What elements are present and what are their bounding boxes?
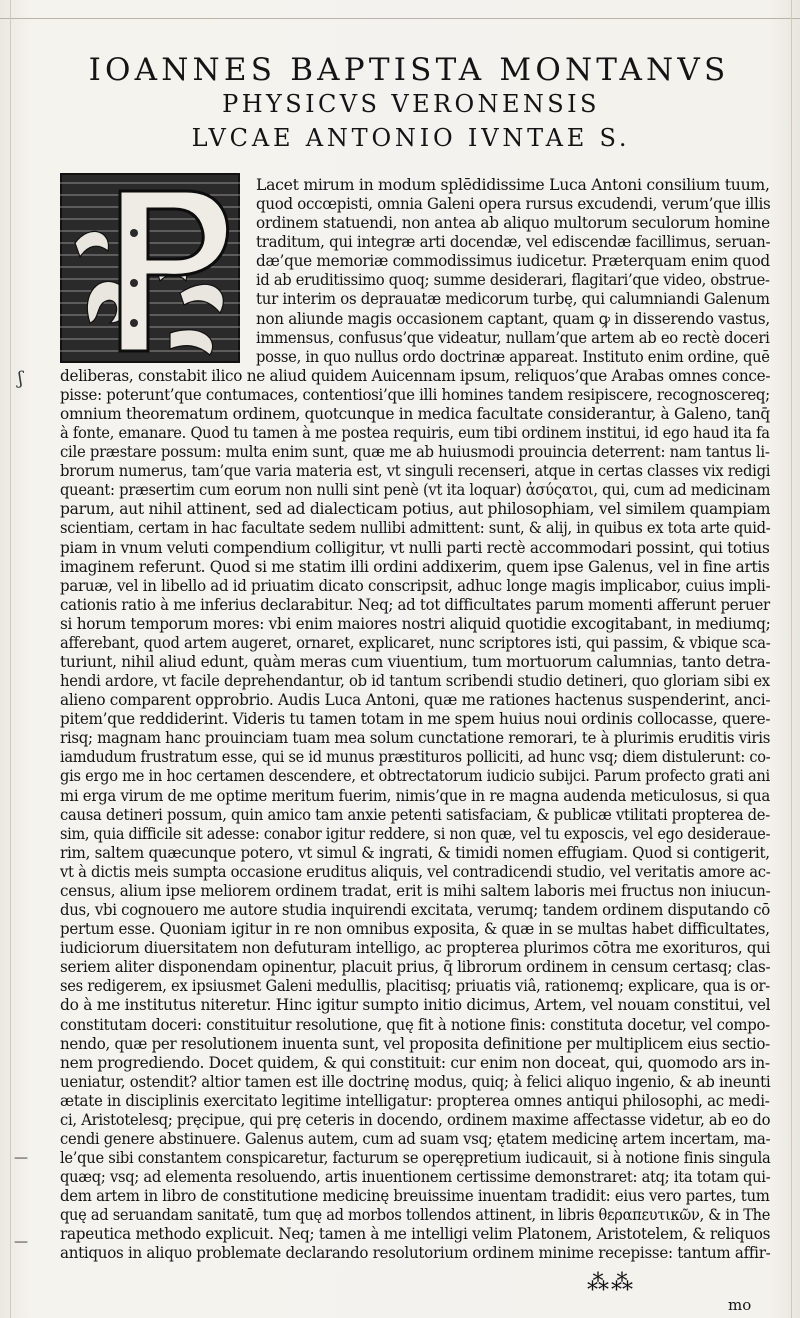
text-line: iamdudum frustratum esse, qui se id munus præstituros polliciti, ad hunc vsq; diem distulerunt: co- [60,748,771,767]
section-ornament: ⁂⁂ [587,1271,635,1296]
text-line: gis ergo me in hoc certamen descendere, et obtrectatorum iudicio subijci. Parum profecto grati ani [60,767,770,786]
text-line: quę ad seruandam sanitatē, tum quę ad morbos tollendos attinent, in libris θεραπευτικῶν, & in The [60,1206,771,1225]
text-line: brorum numerus, tam’que varia materia est, vt singuli recenseri, atque in certas classes vix redigi [60,462,771,481]
text-line: iudiciorum diuersitatem non defuturam intelligo, ac propterea plurimos cōtra me exorituros, qui [60,939,771,958]
text-line: risq; magnam hanc prouinciam tuam mea solum cunctatione remorari, te à plurimis eruditis viris [60,729,771,748]
text-line: parum, aut nihil attinent, sed ad dialecticam potius, aut philosophiam, vel similem quampiam [60,500,771,519]
text-line: paruæ, vel in libello ad id priuatim dicato conscripsit, adhuc longe magis implicabor, cuius impli- [60,576,771,595]
author-title: PHYSICVS VERONENSIS [222,90,600,118]
text-line: quæq; vsq; ad elementa resoluendo, artis inuentionem certissime demonstraret: atq; ita totam qui- [60,1168,771,1187]
author-heading: IOANNES BAPTISTA MONTANVS [88,52,730,88]
text-line: Lacet mirum in modum splēdidissime Luca Antoni consilium tuum, [256,176,770,194]
text-line: pisse: poterunt’que contumaces, contentiosi’que illi homines tandem resipiscere, recognoscereq; [60,385,770,404]
text-line: queant: præsertim cum eorum non nulli sint penè (vt ita loquar) ἀσύςατοι, qui, cum ad medicinam [60,481,771,500]
text-line: traditum, qui integræ arti docendæ, vel ediscendæ facillimus, seruan- [256,233,771,252]
text-line: scientiam, certam in hac facultate sedem nullibi admittent: sunt, & alij, in quibus ex tota arte quid- [60,519,771,538]
text-line: si horum temporum mores: vbi enim maiores nostri aliquid quotidie excogitabant, in mediumq; [60,614,771,633]
text-line: rim, saltem quæcunque potero, vt simul & ingrati, & timidi nomen effugiam. Quod si contigerit, [60,843,770,862]
text-line: antiquos in aliquo problemate declarando resolutorium ordinem minime recepisse: tantum affir- [60,1244,771,1263]
text-line: census, alium ipse meliorem ordinem tradat, erit is mihi saltem laboris mei fructus non iniucun- [60,881,771,900]
text-line: posse, in quo nullus ordo doctrinæ appareat. Instituto enim ordine, quē [256,347,770,366]
text-line: non aliunde magis occasionem captant, quam ꝙ in disserendo vastus, [256,309,770,328]
text-line: piam in vnum veluti compendium colligitur, vt nulli parti rectè accommodari possint, qui totius [60,538,770,557]
text-line: ordinem statuendi, non antea ab aliquo multorum seculorum homine [256,214,770,233]
text-line: dus, vbi cognouero me autore studia inquirendi excitata, verumq; tandem ordinem disputando cō [60,901,770,920]
text-line: dæ’que memoriæ commodissimus iudicetur. Præterquam enim quod [256,252,770,271]
text-line: immensus, confusus’que videatur, nullam’que artem ab eo rectè doceri [256,328,770,347]
decorated-initial-letter [60,173,240,363]
text-line: mi erga virum de me optime meritum fuerim, nimis’que in re magna audenda meticulosus, si qua [60,786,770,805]
text-line: nem progrediendo. Docet quidem, & qui constituit: cur enim non doceat, qui, quomodo ars in- [60,1053,770,1072]
text-line: afferebant, quod artem augeret, ornaret, explicaret, nunc scriptores isti, qui passim, & vbique sca- [60,633,771,652]
text-line: causa detineri possum, quin amico tam anxie petenti satisfaciam, & publicæ vtilitati propterea de- [60,805,770,824]
page-edge-rule [0,18,800,19]
text-line: do à me institutus niteretur. Hinc igitur sumpto initio dicimus, Artem, vel nouam constitui, vel [60,996,771,1015]
margin-mark: — [14,1150,28,1166]
text-line: hendi ardore, vt facile deprehendantur, ob id tantum scribendi studio detineri, quo gloriam sibi ex [60,672,770,691]
text-line: ci, Aristotelesq; pręcipue, qui prę ceteris in docendo, ordinem maxime affectasse videtur, ab eo do [60,1110,771,1129]
text-line: le’que sibi constantem conspicaretur, facturum se operępretium iudicauit, si à notione finis singula [60,1149,771,1168]
text-line: tur interim os deprauatæ medicorum turbę, qui calumniandi Galenum [256,290,770,309]
text-line: id ab eruditissimo quoq; summe desiderari, flagitari’que video, obstrue- [256,271,770,290]
text-line: vt à dictis meis sumpta occasione eruditus aliquis, vel contradicendi studio, vel veritatis amore ac- [60,862,771,881]
text-line: ætate in disciplinis exercitato legitime intelligatur: propterea omnes antiqui philosophi, ac medi- [60,1091,770,1110]
text-line: turiunt, nihil aliud edunt, quàm meras cum viuentium, tum mortuorum calumnias, tanto detra- [60,653,771,671]
right-margin-rule [791,0,792,1318]
text-line: ueniatur, ostendit? altior tamen est ille doctrinę modus, quiq; à felici aliquo ingenio, & ab ineunti [60,1072,771,1091]
text-line: seriem aliter disponendam opinentur, placuit prius, q̄ librorum ordinem in censum certasq; clas- [60,958,771,977]
text-line: dem artem in libro de constitutione medicinę breuissime inuentam tradidit: eius vero partes, tum [60,1187,770,1206]
text-line: imaginem referunt. Quod si me statim illi ordini addixerim, quem ipse Galenus, vel in fine artis [60,557,770,576]
text-line: cendi genere abstinuere. Galenus autem, cum ad suam vsq; ętatem medicinę artem incertam, ma- [60,1130,771,1148]
text-line: rapeutica methodo explicuit. Neq; tamen à me intelligi velim Platonem, Aristotelem, & reliquos [60,1225,771,1244]
page-header [0,52,800,152]
text-line: cile præstare possum: multa enim sunt, quæ me ab huiusmodi prouincia deterrent: nam tantus li- [60,443,770,462]
text-line: sim, quia difficile sit adesse: conabor igitur reddere, si non quæ, vel tu exposcis, vel ego desideraue- [60,824,771,843]
text-line: pertum esse. Quoniam igitur in re non omnibus exposita, & quæ in se multas habet difficultates, [60,920,770,939]
text-line: ses redigerem, ex ipsiusmet Galeni medullis, placitisq; priuatis viâ, rationemq; explicare, qua is or- [60,977,770,996]
left-margin-rule [10,0,11,1318]
text-line: quod occœpisti, omnia Galeni opera rursus excudendi, verum’que illis [256,195,771,214]
margin-mark: — [14,1234,28,1250]
text-line: alieno comparent opprobrio. Audis Luca Antoni, quæ me rationes hactenus suspenderint, anci- [60,691,771,710]
text-line: constitutam doceri: constituitur resolutione, quę fit à notione finis: constituta docetur, vel compo- [60,1015,770,1034]
text-line: à fonte, emanare. Quod tu tamen à me postea requiris, eum tibi ordinem institui, id ego haud ita fa [60,424,770,443]
margin-mark: ʃ [18,368,23,389]
text-line: omnium theorematum ordinem, quotcunque in medica facultate considerantur, à Galeno, tanq̄ [60,404,770,423]
text-line: deliberas, constabit ilico ne aliud quidem Auicennam ipsum, reliquos’que Arabas omnes conce- [60,366,771,385]
text-line: pitem’que reddiderint. Videris tu tamen totam in me spem huius noui ordinis collocasse, quere- [60,710,771,729]
dedication-heading: LVCAE ANTONIO IVNTAE S. [191,124,631,152]
catchword: mo [728,1296,752,1314]
text-line: nendo, quæ per resolutionem inuenta sunt, vel proposita definitione per multiplicem eius sectio- [60,1034,770,1053]
text-line: cationis ratio à me inferius declarabitur. Neq; ad tot difficultates parum momenti afferunt peruer [60,595,770,614]
